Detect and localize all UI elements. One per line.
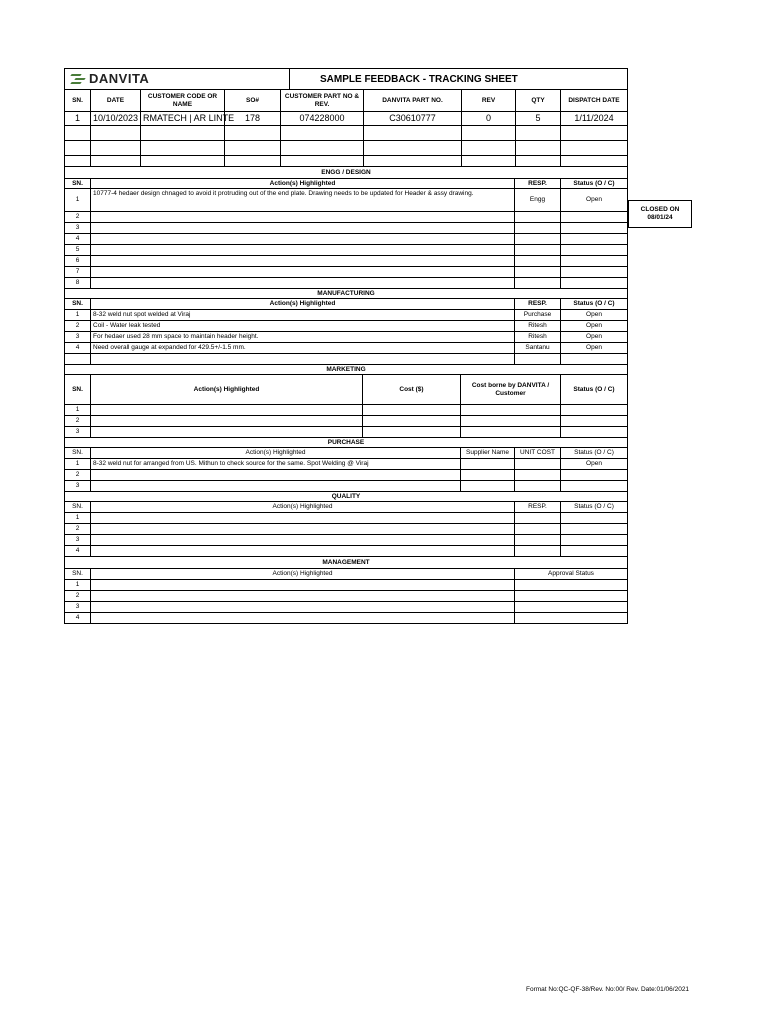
action-cell xyxy=(91,212,515,223)
cell-customer: RMATECH | AR LINTE xyxy=(141,112,225,126)
table-row xyxy=(64,234,628,245)
table-row xyxy=(64,156,628,167)
blank-cell xyxy=(561,513,628,524)
blank-cell xyxy=(561,535,628,546)
cell-sn: 1 xyxy=(64,112,91,126)
section-quality-title: QUALITY xyxy=(64,492,628,502)
engg-col-action: Action(s) Highlighted xyxy=(91,179,515,189)
table-row xyxy=(64,310,628,321)
cell-customer-part: 074228000 xyxy=(281,112,364,126)
qa-col-sn: SN. xyxy=(64,502,91,513)
pur-col-status: Status (O / C) xyxy=(561,448,628,459)
cell-rev: 0 xyxy=(462,112,516,126)
blank-cell xyxy=(461,405,561,416)
blank-cell xyxy=(461,459,515,470)
sn-cell: 2 xyxy=(64,416,91,427)
blank-cell xyxy=(91,591,515,602)
format-footer: Format No:QC-QF-38/Rev. No:00/ Rev. Date:01/06/2021 xyxy=(526,986,690,993)
action-cell: Coil - Water leak tested xyxy=(91,321,515,332)
blank-cell xyxy=(363,416,461,427)
blank-cell xyxy=(561,546,628,557)
sn-cell: 5 xyxy=(64,245,91,256)
table-row xyxy=(64,580,628,591)
status-cell xyxy=(561,278,628,289)
resp-cell: Ritesh xyxy=(515,321,561,332)
blank-cell xyxy=(515,591,628,602)
blank-cell xyxy=(561,524,628,535)
status-cell xyxy=(561,470,628,481)
sn-cell: 4 xyxy=(64,546,91,557)
blank-cell xyxy=(515,546,561,557)
engg-col-resp: RESP. xyxy=(515,179,561,189)
sn-cell: 4 xyxy=(64,234,91,245)
table-row xyxy=(64,613,628,624)
sn-cell: 1 xyxy=(64,459,91,470)
action-cell xyxy=(91,278,515,289)
section-purchase-title: PURCHASE xyxy=(64,438,628,448)
status-cell xyxy=(561,245,628,256)
qa-col-status: Status (O / C) xyxy=(561,502,628,513)
blank-cell xyxy=(515,580,628,591)
table-row xyxy=(64,278,628,289)
status-cell: Open xyxy=(561,343,628,354)
resp-cell: Santanu xyxy=(515,343,561,354)
table-row xyxy=(64,245,628,256)
resp-cell xyxy=(515,223,561,234)
note-line-1: CLOSED ON xyxy=(640,205,680,213)
engg-col-sn: SN. xyxy=(64,179,91,189)
sn-cell: 1 xyxy=(64,580,91,591)
section-management-title: MANAGEMENT xyxy=(64,557,628,569)
blank-cell xyxy=(515,481,561,492)
table-row xyxy=(64,546,628,557)
col-rev: REV xyxy=(462,90,516,112)
blank-cell xyxy=(363,405,461,416)
mfg-col-status: Status (O / C) xyxy=(561,299,628,310)
table-row xyxy=(64,427,628,438)
blank-cell xyxy=(91,602,515,613)
col-qty: QTY xyxy=(516,90,561,112)
table-row xyxy=(64,321,628,332)
status-cell: Open xyxy=(561,332,628,343)
qa-col-resp: RESP. xyxy=(515,502,561,513)
blank-cell xyxy=(91,613,515,624)
sn-cell: 1 xyxy=(64,189,91,212)
section-manufacturing-title: MANUFACTURING xyxy=(64,289,628,299)
cell-so: 178 xyxy=(225,112,281,126)
table-row xyxy=(64,189,628,212)
action-cell xyxy=(91,470,461,481)
blank-cell xyxy=(91,405,363,416)
resp-cell xyxy=(515,245,561,256)
mfg-col-action: Action(s) Highlighted xyxy=(91,299,515,310)
sn-cell: 3 xyxy=(64,332,91,343)
action-cell xyxy=(91,481,461,492)
action-cell xyxy=(91,245,515,256)
action-cell xyxy=(91,234,515,245)
resp-cell xyxy=(515,278,561,289)
sn-cell: 2 xyxy=(64,591,91,602)
mkt-col-status: Status (O / C) xyxy=(561,375,628,405)
blank-cell xyxy=(91,580,515,591)
blank-cell xyxy=(515,613,628,624)
col-so: SO# xyxy=(225,90,281,112)
table-row xyxy=(64,267,628,278)
mkt-col-cost: Cost ($) xyxy=(363,375,461,405)
sn-cell: 3 xyxy=(64,535,91,546)
sn-cell: 3 xyxy=(64,427,91,438)
table-row xyxy=(64,602,628,613)
blank-cell xyxy=(91,513,515,524)
table-row xyxy=(64,513,628,524)
table-row xyxy=(64,416,628,427)
blank-cell xyxy=(515,470,561,481)
col-customer: CUSTOMER CODE OR NAME xyxy=(141,90,225,112)
mgmt-col-action: Action(s) Highlighted xyxy=(91,569,515,580)
table-row xyxy=(64,535,628,546)
action-cell xyxy=(91,223,515,234)
table-row xyxy=(64,112,628,126)
col-sn: SN. xyxy=(64,90,91,112)
sn-cell: 1 xyxy=(64,405,91,416)
mgmt-col-sn: SN. xyxy=(64,569,91,580)
blank-cell xyxy=(91,535,515,546)
resp-cell xyxy=(515,234,561,245)
cell-date: 10/10/2023 xyxy=(91,112,141,126)
sn-cell: 3 xyxy=(64,481,91,492)
blank-cell xyxy=(461,470,515,481)
blank-cell xyxy=(515,459,561,470)
mkt-col-action: Action(s) Highlighted xyxy=(91,375,363,405)
sn-cell: 2 xyxy=(64,212,91,223)
logo xyxy=(64,68,290,90)
logo-text: DANVITA xyxy=(89,70,150,86)
blank-cell xyxy=(561,427,628,438)
action-cell: For hedaer used 28 mm space to maintain header height. xyxy=(91,332,515,343)
status-cell xyxy=(561,234,628,245)
mfg-col-sn: SN. xyxy=(64,299,91,310)
table-row xyxy=(64,459,628,470)
section-engg-title: ENGG / DESIGN xyxy=(64,167,628,179)
blank-cell xyxy=(363,427,461,438)
resp-cell: Ritesh xyxy=(515,332,561,343)
mgmt-col-approval: Approval Status xyxy=(515,569,628,580)
status-cell: Open xyxy=(561,189,628,212)
table-row xyxy=(64,470,628,481)
closed-on-note xyxy=(628,200,692,228)
resp-cell: Purchase xyxy=(515,310,561,321)
blank-cell xyxy=(561,416,628,427)
action-cell xyxy=(91,267,515,278)
status-cell: Open xyxy=(561,321,628,332)
mfg-col-resp: RESP. xyxy=(515,299,561,310)
resp-cell xyxy=(515,267,561,278)
table-row xyxy=(64,481,628,492)
sn-cell: 1 xyxy=(64,310,91,321)
table-row xyxy=(64,126,628,141)
table-row xyxy=(64,223,628,234)
table-row xyxy=(64,212,628,223)
cell-qty: 5 xyxy=(516,112,561,126)
sn-cell: 3 xyxy=(64,602,91,613)
blank-cell xyxy=(515,524,561,535)
blank-cell xyxy=(461,481,515,492)
table-row xyxy=(64,256,628,267)
pur-col-supplier: Supplier Name xyxy=(461,448,515,459)
action-cell: 8-32 weld nut spot welded at Viraj xyxy=(91,310,515,321)
table-row xyxy=(64,405,628,416)
section-marketing-title: MARKETING xyxy=(64,365,628,375)
table-row xyxy=(64,343,628,354)
blank-cell xyxy=(91,427,363,438)
table-row xyxy=(64,141,628,156)
status-cell xyxy=(561,267,628,278)
sn-cell: 3 xyxy=(64,223,91,234)
cell-dispatch: 1/11/2024 xyxy=(561,112,628,126)
col-dispatch: DISPATCH DATE xyxy=(561,90,628,112)
tracking-sheet xyxy=(64,68,628,624)
pur-col-action: Action(s) Highlighted xyxy=(91,448,461,459)
blank-cell xyxy=(515,535,561,546)
blank-cell xyxy=(91,546,515,557)
cell-danvita-part: C30610777 xyxy=(364,112,462,126)
blank-cell xyxy=(515,602,628,613)
danvita-logo-icon xyxy=(69,73,87,85)
sn-cell: 2 xyxy=(64,524,91,535)
col-date: DATE xyxy=(91,90,141,112)
resp-cell xyxy=(515,256,561,267)
sn-cell: 8 xyxy=(64,278,91,289)
col-customer-part: CUSTOMER PART NO & REV. xyxy=(281,90,364,112)
resp-cell xyxy=(515,212,561,223)
sn-cell: 2 xyxy=(64,470,91,481)
note-line-2: 08/01/24 xyxy=(647,214,673,221)
sn-cell: 4 xyxy=(64,613,91,624)
sn-cell: 4 xyxy=(64,343,91,354)
qa-col-action: Action(s) Highlighted xyxy=(91,502,515,513)
blank-cell xyxy=(461,416,561,427)
status-cell xyxy=(561,223,628,234)
blank-cell xyxy=(561,405,628,416)
sn-cell: 1 xyxy=(64,513,91,524)
status-cell xyxy=(561,481,628,492)
blank-cell xyxy=(91,524,515,535)
sn-cell: 6 xyxy=(64,256,91,267)
table-row xyxy=(64,591,628,602)
pur-col-sn: SN. xyxy=(64,448,91,459)
col-danvita-part: DANVITA PART NO. xyxy=(364,90,462,112)
blank-cell xyxy=(91,416,363,427)
action-cell: 10777-4 hedaer design chnaged to avoid it protruding out of the end plate. Drawing needs to be updated for Header & assy drawing. xyxy=(91,189,515,212)
sn-cell: 7 xyxy=(64,267,91,278)
status-cell: Open xyxy=(561,459,628,470)
pur-col-unit-cost: UNIT COST xyxy=(515,448,561,459)
engg-col-status: Status (O / C) xyxy=(561,179,628,189)
sn-cell: 2 xyxy=(64,321,91,332)
table-row xyxy=(64,524,628,535)
action-cell: 8-32 weld nut for arranged from US. Mithun to check source for the same. Spot Welding @ Viraj xyxy=(91,459,461,470)
mkt-col-sn: SN. xyxy=(64,375,91,405)
resp-cell: Engg xyxy=(515,189,561,212)
status-cell xyxy=(561,212,628,223)
action-cell: Need overall gauge at expanded for 429.5+/-1.5 mm. xyxy=(91,343,515,354)
mkt-col-borne: Cost borne by DANVITA / Customer xyxy=(461,375,561,405)
status-cell xyxy=(561,256,628,267)
blank-cell xyxy=(515,513,561,524)
blank-cell xyxy=(461,427,561,438)
table-row xyxy=(64,332,628,343)
action-cell xyxy=(91,256,515,267)
page-title: SAMPLE FEEDBACK - TRACKING SHEET xyxy=(290,68,628,90)
status-cell: Open xyxy=(561,310,628,321)
